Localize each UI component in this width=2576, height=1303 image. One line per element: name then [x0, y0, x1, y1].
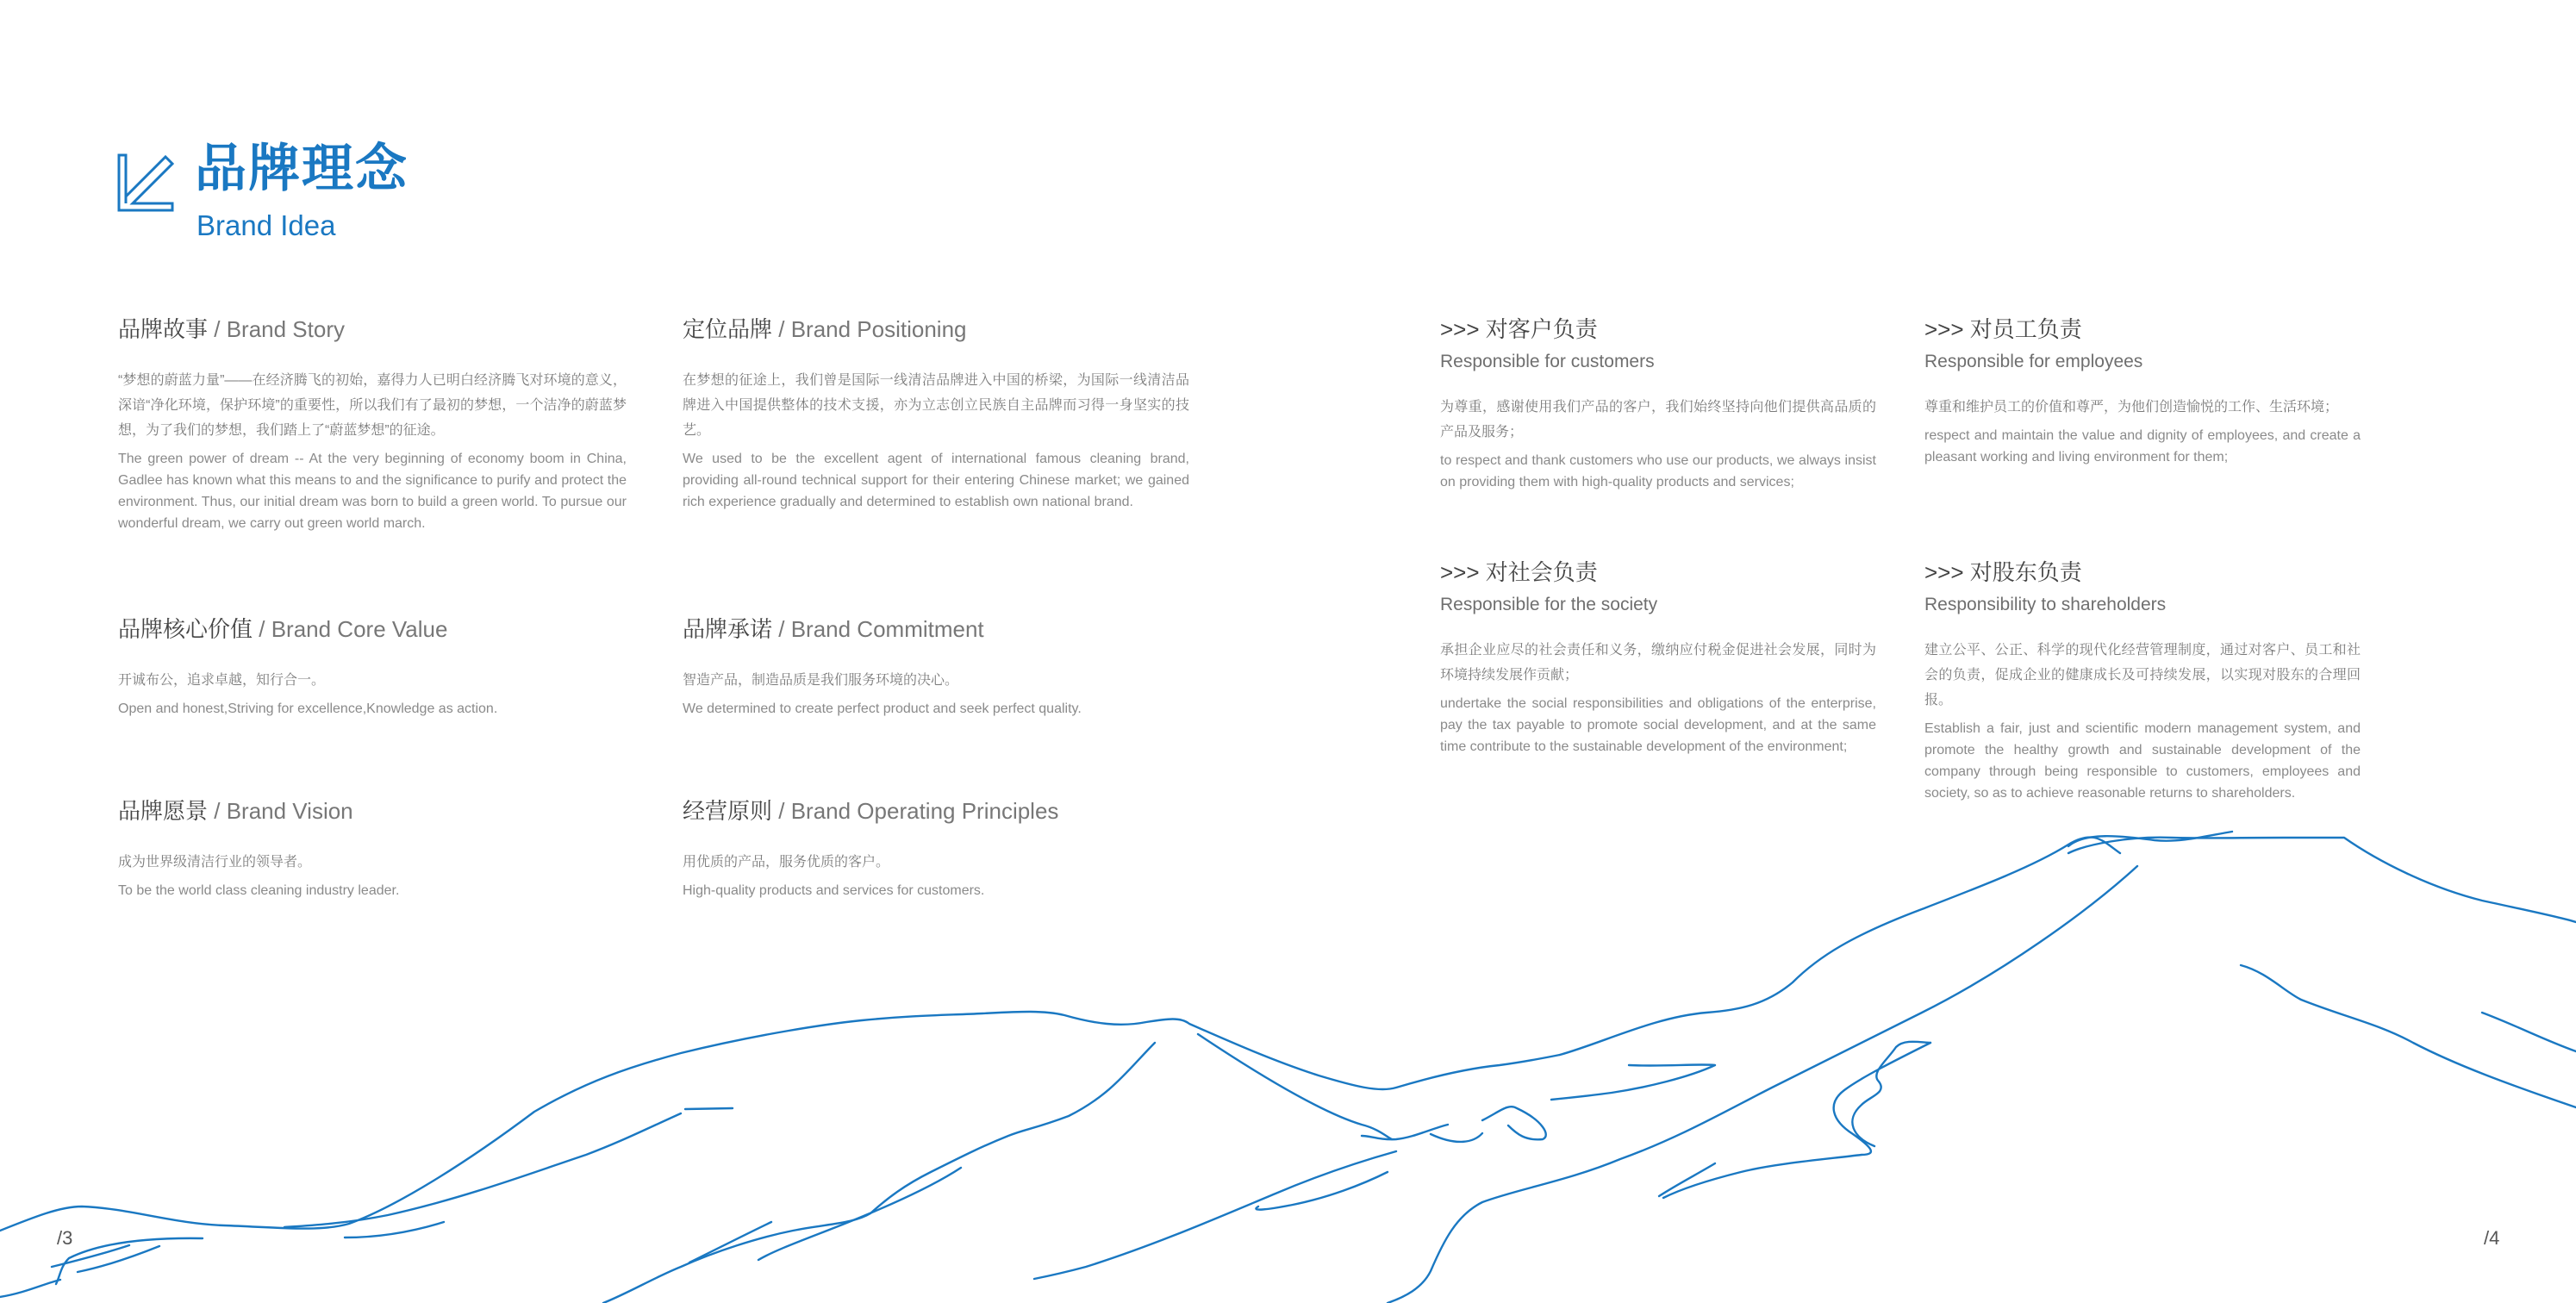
resp-shareholders-heading: >>> 对股东负责	[1924, 559, 2082, 585]
brand-positioning-text-cn: 在梦想的征途上，我们曾是国际一线清洁品牌进入中国的桥梁，为国际一线清洁品牌进入中国提供整体的技术支援，亦为立志创立民族自主品牌而习得一身坚实的技艺。	[683, 373, 1189, 438]
resp-shareholders-text-cn: 建立公平、公正、科学的现代化经营管理制度，通过对客户、员工和社会的负责，促成企业的健康成长及可持续发展，以实现对股东的合理回报。	[1924, 643, 2361, 708]
page-subtitle: Brand Idea	[196, 209, 336, 241]
resp-shareholders-text-en: Establish a fair, just and scientific modern management system, and promote the healthy growth and sustainable development of the company through being responsible to customers, employees and society, so as to achieve reasonable returns to shareholders.	[1924, 721, 2361, 801]
resp-customers-heading: >>> 对客户负责	[1440, 316, 1598, 342]
resp-customers-text-cn: 为尊重，感谢使用我们产品的客户，我们始终坚持向他们提供高品质的产品及服务；	[1440, 400, 1876, 440]
resp-employees-heading: >>> 对员工负责	[1924, 316, 2082, 342]
brand-story-heading: 品牌故事 / Brand Story	[118, 316, 345, 342]
resp-society-subheading: Responsible for the society	[1440, 595, 1658, 614]
resp-society-heading: >>> 对社会负责	[1440, 559, 1598, 585]
resp-employees-text-cn: 尊重和维护员工的价值和尊严，为他们创造愉悦的工作、生活环境；	[1924, 400, 2339, 415]
resp-employees-text-en: respect and maintain the value and dignity of employees, and create a pleasant working and living environment for them;	[1924, 428, 2361, 464]
brand-vision-text-cn: 成为世界级清洁行业的领导者。	[118, 855, 312, 870]
resp-society-text-cn: 承担企业应尽的社会责任和义务，缴纳应付税金促进社会发展，同时为环境持续发展作贡献；	[1440, 643, 1876, 683]
brand-commitment-heading: 品牌承诺 / Brand Commitment	[683, 616, 984, 642]
brand-commitment-text-cn: 智造产品，制造品质是我们服务环境的决心。	[683, 673, 959, 688]
brand-principles-text-cn: 用优质的产品，服务优质的客户。	[683, 855, 890, 870]
resp-society-text-en: undertake the social responsibilities and obligations of the enterprise, pay the tax payable to promote social development, and at the same time contribute to the sustainable development of the environment;	[1440, 696, 1876, 754]
brand-core-value-text-cn: 开诚布公，追求卓越，知行合一。	[118, 673, 326, 688]
page-number-left: /3	[57, 1227, 73, 1249]
brand-vision-text-en: To be the world class cleaning industry leader.	[118, 883, 400, 898]
brand-core-value-heading: 品牌核心价值 / Brand Core Value	[118, 616, 448, 642]
brand-principles-text-en: High-quality products and services for customers.	[683, 883, 985, 898]
brand-positioning-heading: 定位品牌 / Brand Positioning	[683, 316, 967, 342]
resp-customers-subheading: Responsible for customers	[1440, 352, 1655, 371]
page-number-right: /4	[2484, 1227, 2500, 1249]
brand-story-text-cn: “梦想的蔚蓝力量”——在经济腾飞的初始，嘉得力人已明白经济腾飞对环境的意义，深谙“净化环境，保护环境”的重要性，所以我们有了最初的梦想，一个洁净的蔚蓝梦想，为了我们的梦想，我们踏上了“蔚蓝梦想”的征途。	[118, 373, 627, 438]
resp-shareholders-subheading: Responsibility to shareholders	[1924, 595, 2167, 614]
brand-principles-heading: 经营原则 / Brand Operating Principles	[683, 798, 1059, 824]
brand-story-text-en: The green power of dream -- At the very beginning of economy boom in China, Gadlee has known what this means to and the significance to purify and protect the environment. Thus, our initial dream was born to build a green world. To pursue our wonderful dream, we carry out green world march.	[118, 452, 627, 531]
brand-vision-heading: 品牌愿景 / Brand Vision	[118, 798, 353, 824]
resp-customers-text-en: to respect and thank customers who use our products, we always insist on providing them with high-quality products and services;	[1440, 453, 1876, 489]
resp-employees-subheading: Responsible for employees	[1924, 352, 2143, 371]
brand-positioning-text-en: We used to be the excellent agent of international famous cleaning brand, providing all-round technical support for their entering Chinese market; we gained rich experience gradually and determined to establish own national brand.	[683, 452, 1189, 509]
brand-core-value-text-en: Open and honest,Striving for excellence,Knowledge as action.	[118, 701, 498, 716]
brand-commitment-text-en: We determined to create perfect product and seek perfect quality.	[683, 701, 1082, 716]
page-title: 品牌理念	[195, 140, 409, 197]
